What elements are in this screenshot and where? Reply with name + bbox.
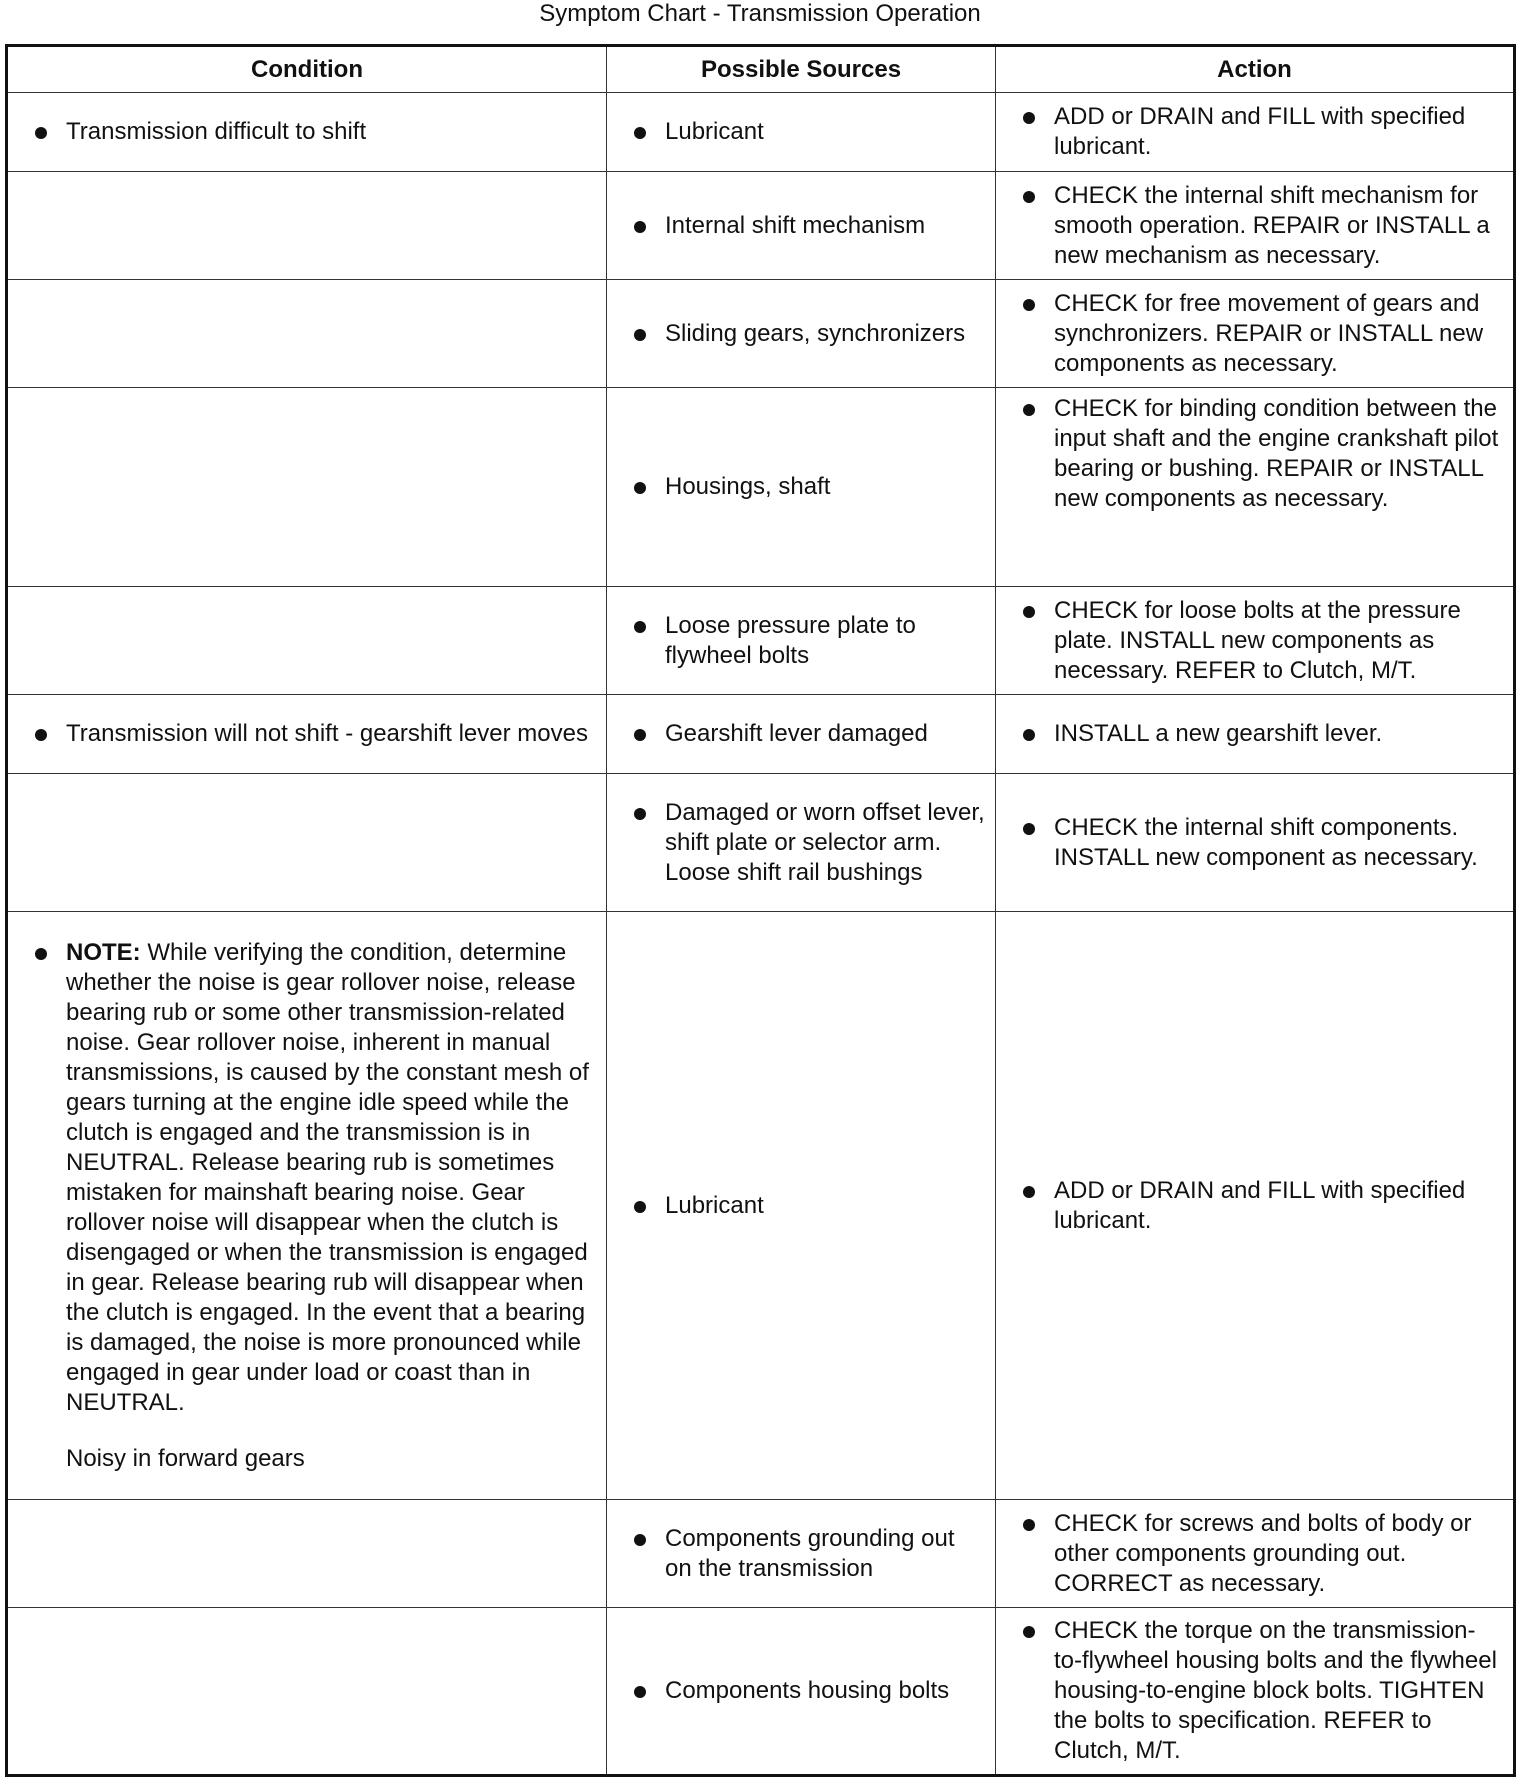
source-cell [607,587,996,695]
table-row [7,695,1515,774]
table-row [7,172,1515,280]
condition-cell [7,774,607,912]
table-row [7,280,1515,388]
source-item: Lubricant [607,117,995,147]
source-item: Loose pressure plate to flywheel bolts [607,611,995,671]
table-header-row [7,46,1515,93]
action-item: INSTALL a new gearshift lever. [996,719,1513,749]
source-item: Lubricant [607,1191,995,1221]
source-cell [607,1608,996,1776]
source-item: Components housing bolts [607,1676,995,1706]
condition-cell [7,93,607,172]
action-item: CHECK for binding condition between the input shaft and the engine crankshaft pilot bearing or bushing. REPAIR or INSTALL new components as necessary. [996,394,1513,514]
source-cell [607,280,996,388]
condition-cell [7,280,607,388]
condition-text: Noisy in forward gears [66,1444,305,1472]
source-item: Components grounding out on the transmission [607,1524,995,1584]
table-row [7,912,1515,1500]
source-cell [607,172,996,280]
action-item: CHECK the internal shift components. INSTALL new component as necessary. [996,813,1513,873]
action-item: ADD or DRAIN and FILL with specified lubricant. [996,1176,1513,1236]
action-item: CHECK for screws and bolts of body or other components grounding out. CORRECT as necessary. [996,1509,1513,1599]
source-cell [607,388,996,587]
condition-item: Transmission difficult to shift [8,117,606,147]
condition-note [66,938,594,1418]
note-text: While verifying the condition, determine whether the noise is gear rollover noise, release bearing rub or some other transmission-related noise. Gear rollover noise, inherent in manual transmissions, is caused by the constant mesh of gears turning at the engine idle speed while the clutch is engaged and the transmission is in NEUTRAL. Release bearing rub is sometimes mistaken for mainshaft bearing noise. Gear rollover noise will disappear when the clutch is disengaged or when the transmission is engaged in gear. Release bearing rub will disappear when the clutch is engaged. In the event that a bearing is damaged, the noise is more pronounced while engaged in gear under load or coast than in NEUTRAL. [66,938,589,1416]
action-item: CHECK for free movement of gears and synchronizers. REPAIR or INSTALL new components as necessary. [996,289,1513,379]
page-title: Symptom Chart - Transmission Operation [539,0,981,27]
condition-cell [7,172,607,280]
action-cell [996,695,1515,774]
note-label: NOTE: [66,938,141,966]
condition-cell [7,1500,607,1608]
source-cell [607,1500,996,1608]
condition-cell [7,587,607,695]
action-cell [996,172,1515,280]
table-row [7,93,1515,172]
condition-cell [7,695,607,774]
condition-cell [7,1608,607,1776]
action-cell [996,912,1515,1500]
column-header-action: Action [996,46,1515,93]
table-row [7,587,1515,695]
table-row [7,774,1515,912]
condition-cell [7,912,607,1500]
condition-cell [7,388,607,587]
action-item: ADD or DRAIN and FILL with specified lubricant. [996,102,1513,162]
source-cell [607,774,996,912]
source-item: Sliding gears, synchronizers [607,319,995,349]
action-cell [996,587,1515,695]
column-header-condition: Condition [7,46,607,93]
source-item: Gearshift lever damaged [607,719,995,749]
action-cell [996,280,1515,388]
action-item: CHECK for loose bolts at the pressure plate. INSTALL new components as necessary. REFER to Clutch, M/T. [996,596,1513,686]
source-cell [607,912,996,1500]
table-row [7,1608,1515,1776]
action-item: CHECK the torque on the transmission-to-flywheel housing bolts and the flywheel housing-to-engine block bolts. TIGHTEN the bolts to specification. REFER to Clutch, M/T. [996,1616,1513,1766]
table-row [7,388,1515,587]
condition-item: Transmission will not shift - gearshift lever moves [8,719,606,749]
action-cell [996,1608,1515,1776]
action-cell [996,1500,1515,1608]
source-item: Internal shift mechanism [607,211,995,241]
source-cell [607,695,996,774]
source-item: Damaged or worn offset lever, shift plate or selector arm. Loose shift rail bushings [607,798,995,888]
action-cell [996,774,1515,912]
column-header-possible-sources: Possible Sources [607,46,996,93]
table-row [7,1500,1515,1608]
source-cell [607,93,996,172]
action-cell [996,93,1515,172]
source-item: Housings, shaft [607,472,995,502]
symptom-chart-table [5,44,1516,1777]
condition-item [8,938,606,1474]
action-item: CHECK the internal shift mechanism for smooth operation. REPAIR or INSTALL a new mechanism as necessary. [996,181,1513,271]
action-cell [996,388,1515,587]
